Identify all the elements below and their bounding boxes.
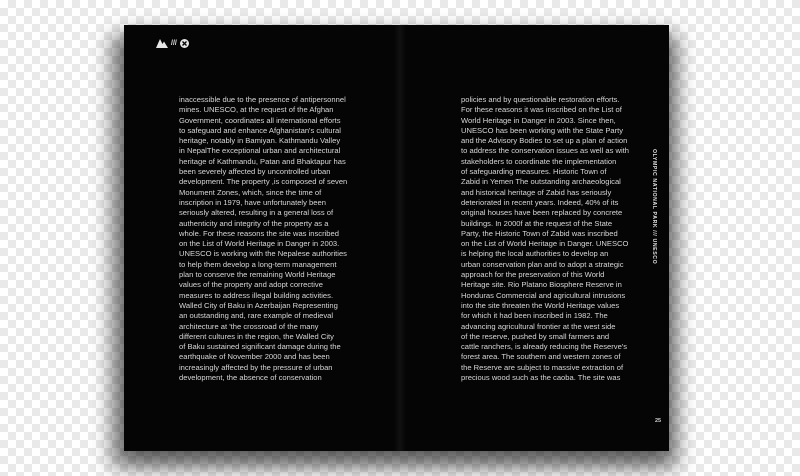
text-line: development. The property ,is composed of seven (179, 177, 348, 187)
text-line: UNESCO is working with the Nepalese authorities (179, 249, 347, 259)
running-head: OLYMPIC NATIONAL PARK /// UNESCO (651, 149, 657, 265)
text-line: Monument Zones, which, since the time of (179, 187, 322, 197)
text-line: deteriorated in recent years. Indeed, 40% of its (461, 197, 619, 207)
text-line: of Baku sustained significant damage during the (179, 342, 341, 352)
text-line: is helping the local authorities to develop an (461, 249, 609, 259)
text-line: Zabid in Yemen The outstanding archaeological (461, 177, 621, 187)
text-line: development, the absence of conservation (179, 373, 322, 383)
text-line: policies and by questionable restoration efforts. (461, 95, 620, 104)
text-line: original houses have been replaced by concrete (461, 208, 623, 218)
text-line: whole. For these reasons the site was inscribed (179, 228, 339, 238)
text-line: Honduras Commercial and agricultural intrusions (461, 290, 626, 300)
circle-x-icon (180, 39, 189, 48)
text-line: heritage, notably in Bamiyan. Kathmandu Valley (179, 136, 341, 146)
text-line: forest area. The southern and western zones of (461, 352, 621, 362)
text-line: For these reasons it was inscribed on the List of (461, 105, 622, 115)
text-line: inaccessible due to the presence of antipersonnel (179, 95, 346, 104)
right-page-text-column (461, 95, 629, 383)
text-line: authenticity and integrity of the property as a (179, 218, 329, 228)
text-line: an outstanding and, rare example of medieval (179, 311, 334, 321)
text-line: and the Advisory Bodies to set up a plan of action (461, 136, 628, 146)
text-line: for which it had been inscribed in 1982. The (461, 311, 608, 321)
text-line: increasingly affected by the pressure of urban (179, 362, 333, 372)
text-line: different cultures in the region, the Walled City (179, 331, 334, 341)
text-line: the Reserve are subject to massive extraction of (461, 362, 624, 372)
text-line: approach for the preservation of this World (461, 270, 605, 280)
text-line: into the site threaten the World Heritage values (461, 300, 620, 310)
text-line: advancing agricultural frontier at the west side (461, 321, 616, 331)
text-line: Walled City of Baku in Azerbaijan Representing (179, 300, 338, 310)
text-line: buildings. In 2000f at the request of the State (461, 218, 613, 228)
mountain-logo-icon (156, 38, 168, 48)
left-page-text-column (179, 95, 347, 383)
text-line: urban conservation plan and to adopt a strategic (461, 259, 624, 269)
text-line: stakeholders to coordinate the implementation (461, 156, 617, 166)
text-line: World Heritage in Danger in 2003. Since then, (461, 115, 616, 125)
text-line: in NepalThe exceptional urban and architectural (179, 146, 341, 156)
page-gutter (394, 25, 406, 451)
text-line: architecture at 'the crossroad of the many (179, 321, 319, 331)
text-line: Heritage site. Rio Platano Biosphere Reserve in (461, 280, 622, 290)
text-line: earthquake of November 2000 and has been (179, 352, 330, 362)
text-line: seriously altered, resulting in a general loss of (179, 208, 334, 218)
text-line: and historical heritage of Zabid has seriously (461, 187, 612, 197)
page-number: 25 (655, 418, 662, 424)
text-line: to safeguard and enhance Afghanistan's cultural (179, 125, 341, 135)
text-line: values of the property and adopt corrective (179, 280, 323, 290)
text-line: heritage of Kathmandu, Patan and Bhaktapur has (179, 156, 346, 166)
text-line: to help them develop a long-term management (179, 259, 337, 269)
text-line: plan to conserve the remaining World Heritage (179, 270, 336, 280)
text-line: inscription in 1979, have unfortunately been (179, 197, 326, 207)
text-line: mines. UNESCO, at the request of the Afghan (179, 105, 334, 115)
text-line: been severely affected by uncontrolled urban (179, 167, 331, 177)
text-line: Government, coordinates all international efforts (179, 115, 341, 125)
text-line: of the reserve, pushed by small farmers and (461, 331, 610, 341)
text-line: on the List of World Heritage in Danger. UNESCO (461, 239, 629, 249)
text-line: precious wood such as the caoba. The site was (461, 373, 621, 383)
magazine-spread (124, 25, 669, 451)
text-line: Party, the Historic Town of Zabid was inscribed (461, 228, 618, 238)
publication-logo (156, 37, 189, 49)
logo-slashes: /// (171, 39, 177, 47)
text-line: measures to address illegal building activities. (179, 290, 334, 300)
text-line: cattle ranchers, is already reducing the Reserve's (461, 342, 628, 352)
text-line: of safeguarding measures. Historic Town of (461, 167, 607, 177)
text-line: on the List of World Heritage in Danger in 2003. (179, 239, 340, 249)
text-line: to address the conservation issues as well as with (461, 146, 629, 156)
text-line: UNESCO has been working with the State Party (461, 125, 624, 135)
